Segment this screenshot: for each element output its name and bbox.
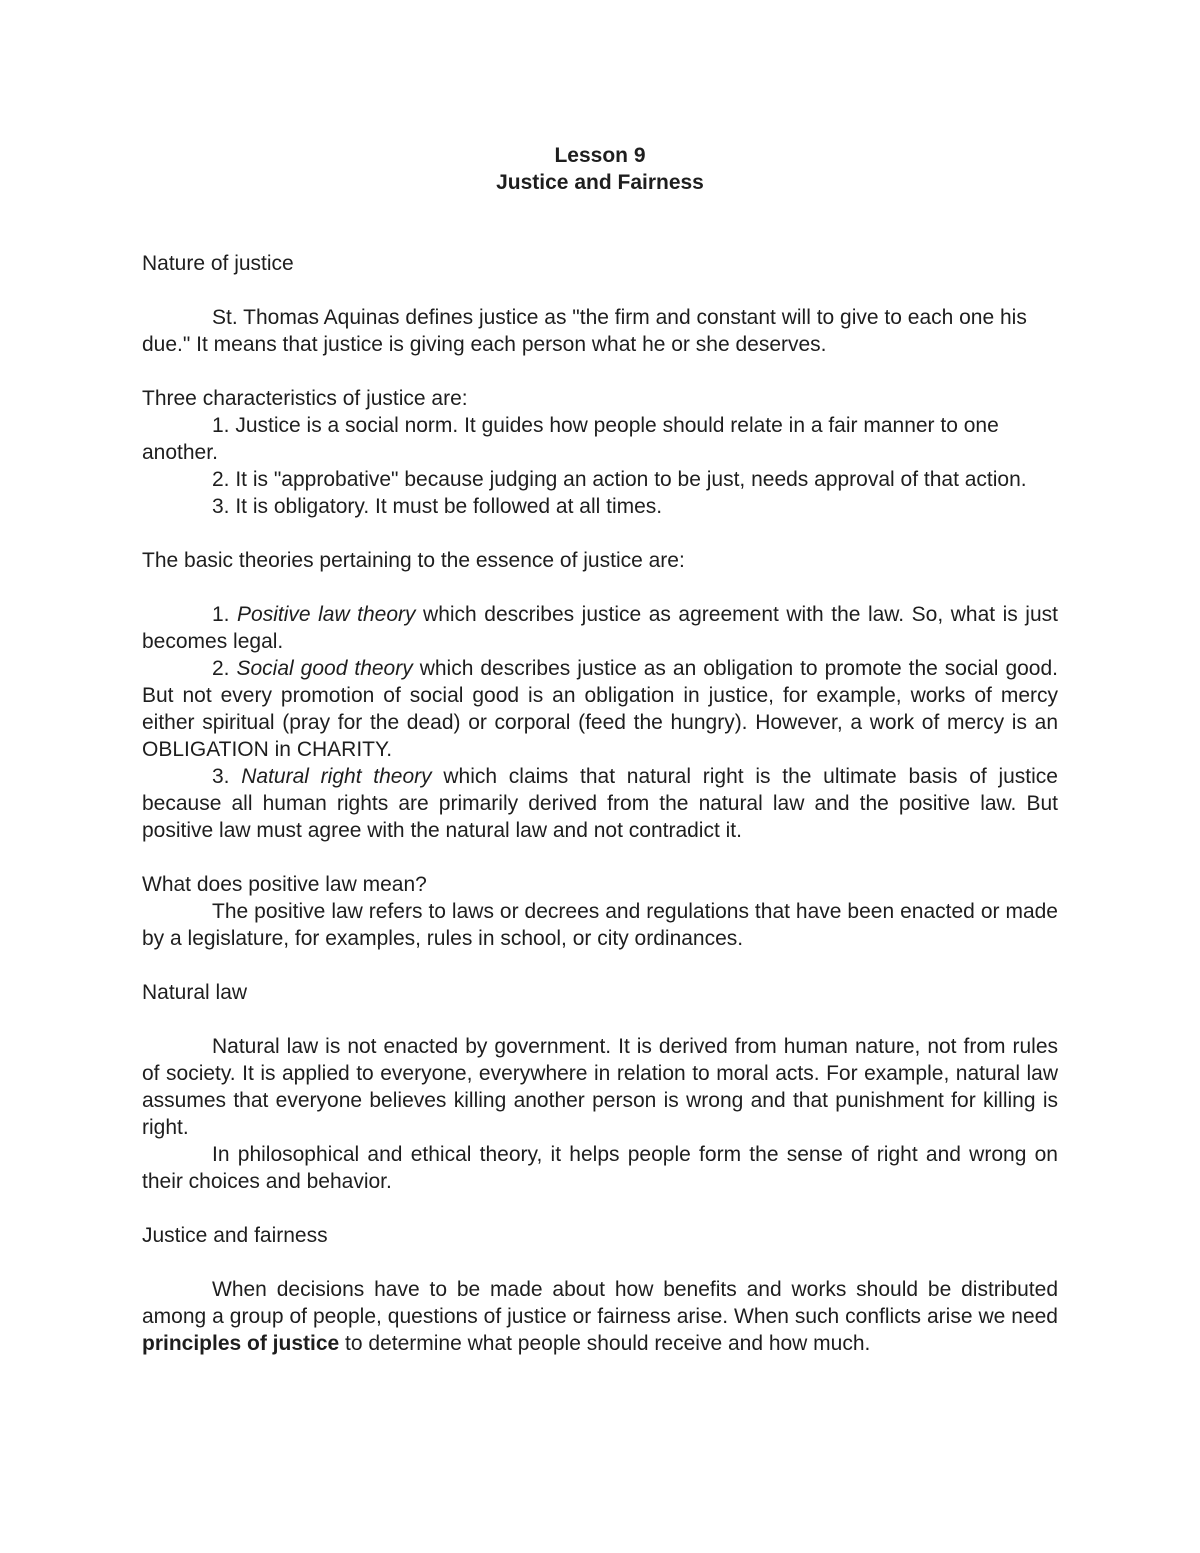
- theories-intro: The basic theories pertaining to the essence of justice are:: [142, 549, 685, 572]
- nature-paragraph: St. Thomas Aquinas defines justice as "the firm and constant will to give to each one his due." It means that justice is giving each person what he or she deserves.: [142, 306, 1027, 356]
- characteristic-item-2: 2. It is "approbative" because judging an action to be just, needs approval of that action.: [212, 468, 1027, 491]
- natural-law-paragraph-1: Natural law is not enacted by government. It is derived from human nature, not from rules of society. It is applied to everyone, everywhere in relation to moral acts. For example, natural law assumes that everyone believes killing another person is wrong and that punishment for killing is right.: [142, 1035, 1058, 1139]
- natural-law-paragraph-2: In philosophical and ethical theory, it helps people form the sense of right and wrong on their choices and behavior.: [142, 1143, 1058, 1193]
- characteristics-intro: Three characteristics of justice are:: [142, 387, 468, 410]
- theory-text: which describes justice as agreement with the law. So, what is just becomes legal.: [142, 603, 1058, 653]
- nature-heading: Nature of justice: [142, 252, 294, 275]
- fairness-text-before: When decisions have to be made about how benefits and works should be distributed among a group of people, questions of justice or fairness arise. When such conflicts arise we need: [142, 1278, 1058, 1328]
- fairness-bold-term: principles of justice: [142, 1332, 340, 1355]
- characteristic-item-1: 1. Justice is a social norm. It guides how people should relate in a fair manner to one another.: [142, 414, 999, 464]
- document-body: [142, 142, 1058, 1357]
- theory-term: Natural right theory: [241, 765, 432, 788]
- fairness-heading: Justice and fairness: [142, 1224, 328, 1247]
- theory-text: which claims that natural right is the ultimate basis of justice because all human rights are primarily derived from the natural law and the positive law. But positive law must agree with the natural law and not contradict it.: [142, 765, 1058, 842]
- positive-law-paragraph: The positive law refers to laws or decrees and regulations that have been enacted or made by a legislature, for examples, rules in school, or city ordinances.: [142, 900, 1058, 950]
- fairness-paragraph: [142, 1276, 1058, 1357]
- theory-term: Social good theory: [236, 657, 413, 680]
- positive-law-heading: What does positive law mean?: [142, 873, 427, 896]
- theory-term: Positive law theory: [237, 603, 416, 626]
- natural-law-heading: Natural law: [142, 981, 248, 1004]
- characteristic-item-3: 3. It is obligatory. It must be followed at all times.: [212, 495, 663, 518]
- theory-num: 2.: [212, 657, 237, 680]
- theory-num: 1.: [212, 603, 238, 626]
- fairness-text-after: to determine what people should receive and how much.: [339, 1332, 871, 1355]
- theory-item-3: [142, 763, 1058, 844]
- theory-num: 3.: [212, 765, 242, 788]
- theory-item-2: [142, 655, 1058, 763]
- theory-text: which describes justice as an obligation to promote the social good. But not every promotion of social good is an obligation in justice, for example, works of mercy either spiritual (pray for the dead) or corporal (feed the hungry). However, a work of mercy is an OBLIGATION in CHARITY.: [142, 657, 1058, 761]
- lesson-title: Justice and Fairness: [496, 171, 704, 194]
- theory-item-1: [142, 601, 1058, 655]
- lesson-number: Lesson 9: [554, 144, 646, 167]
